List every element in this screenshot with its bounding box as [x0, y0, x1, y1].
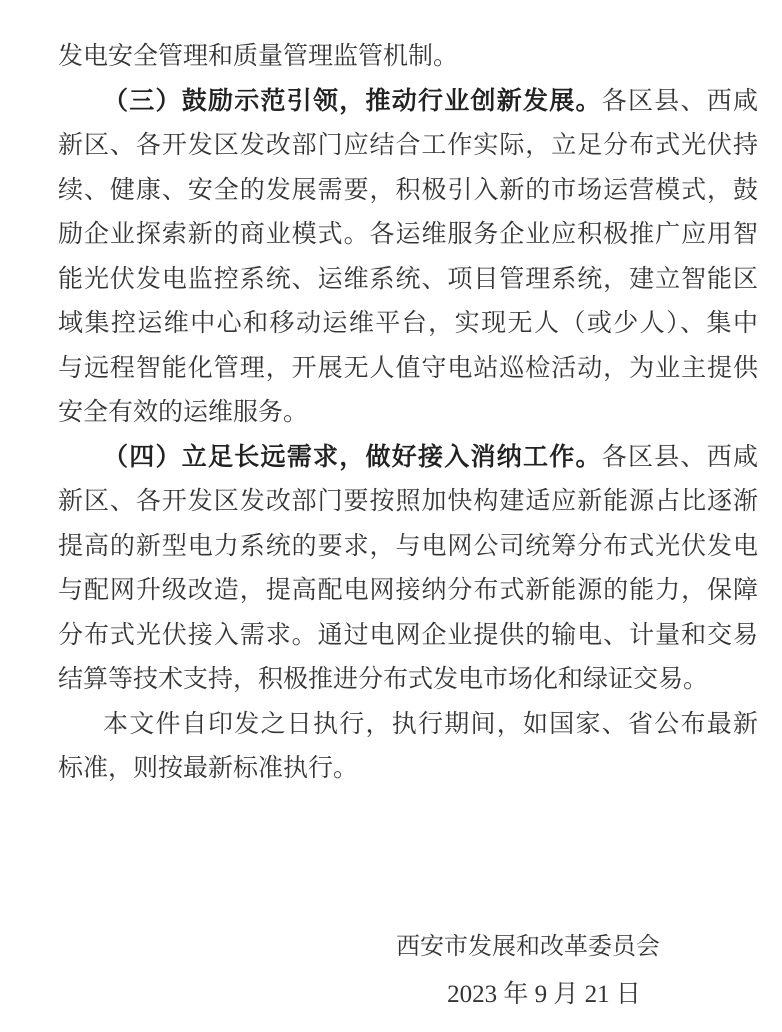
text-line: 续、健康、安全的发展需要，积极引入新的市场运营模式，鼓	[58, 176, 758, 204]
text-line: 励企业探索新的商业模式。各运维服务企业应积极推广应用智	[58, 221, 758, 248]
paragraph-lead: （四）立足长远需求，做好接入消纳工作。	[103, 443, 602, 471]
text-line: 能光伏发电监控系统、运维系统、项目管理系统，建立智能区	[58, 265, 758, 293]
text-line: 分布式光伏接入需求。通过电网企业提供的输电、计量和交易	[58, 621, 758, 649]
text-line: 新区、各开发区发改部门要按照加快构建适应新能源占比逐渐	[58, 488, 758, 515]
text-line: 与配网升级改造，提高配电网接纳分布式新能源的能力，保障	[58, 577, 758, 604]
text-line: 标准，则按最新标准执行。	[58, 755, 359, 782]
issue-date: 2023 年 9 月 21 日	[447, 980, 641, 1008]
text-line: 域集控运维中心和移动运维平台，实现无人（或少人）、集中	[58, 310, 758, 337]
text-line: （三）鼓励示范引领，推动行业创新发展。各区县、西咸	[103, 87, 758, 115]
text-line: 结算等技术支持，积极推进分布式发电市场化和绿证交易。	[58, 666, 709, 693]
text-line: 提高的新型电力系统的要求，与电网公司统筹分布式光伏发电	[58, 532, 758, 560]
text-line: 与远程智能化管理，开展无人值守电站巡检活动，为业主提供	[58, 354, 758, 382]
signature-block	[396, 923, 660, 1019]
document-body	[58, 0, 758, 792]
paragraph-lead: （三）鼓励示范引领，推动行业创新发展。	[103, 87, 602, 115]
text-line: 本文件自印发之日执行，执行期间，如国家、省公布最新	[103, 710, 758, 738]
text-line: （四）立足长远需求，做好接入消纳工作。各区县、西咸	[103, 443, 758, 471]
text-line: 安全有效的运维服务。	[58, 399, 309, 426]
issuing-authority: 西安市发展和改革委员会	[396, 933, 660, 960]
text-line: 发电安全管理和质量管理监管机制。	[58, 43, 459, 70]
text-line: 新区、各开发区发改部门应结合工作实际，立足分布式光伏持	[58, 132, 758, 159]
